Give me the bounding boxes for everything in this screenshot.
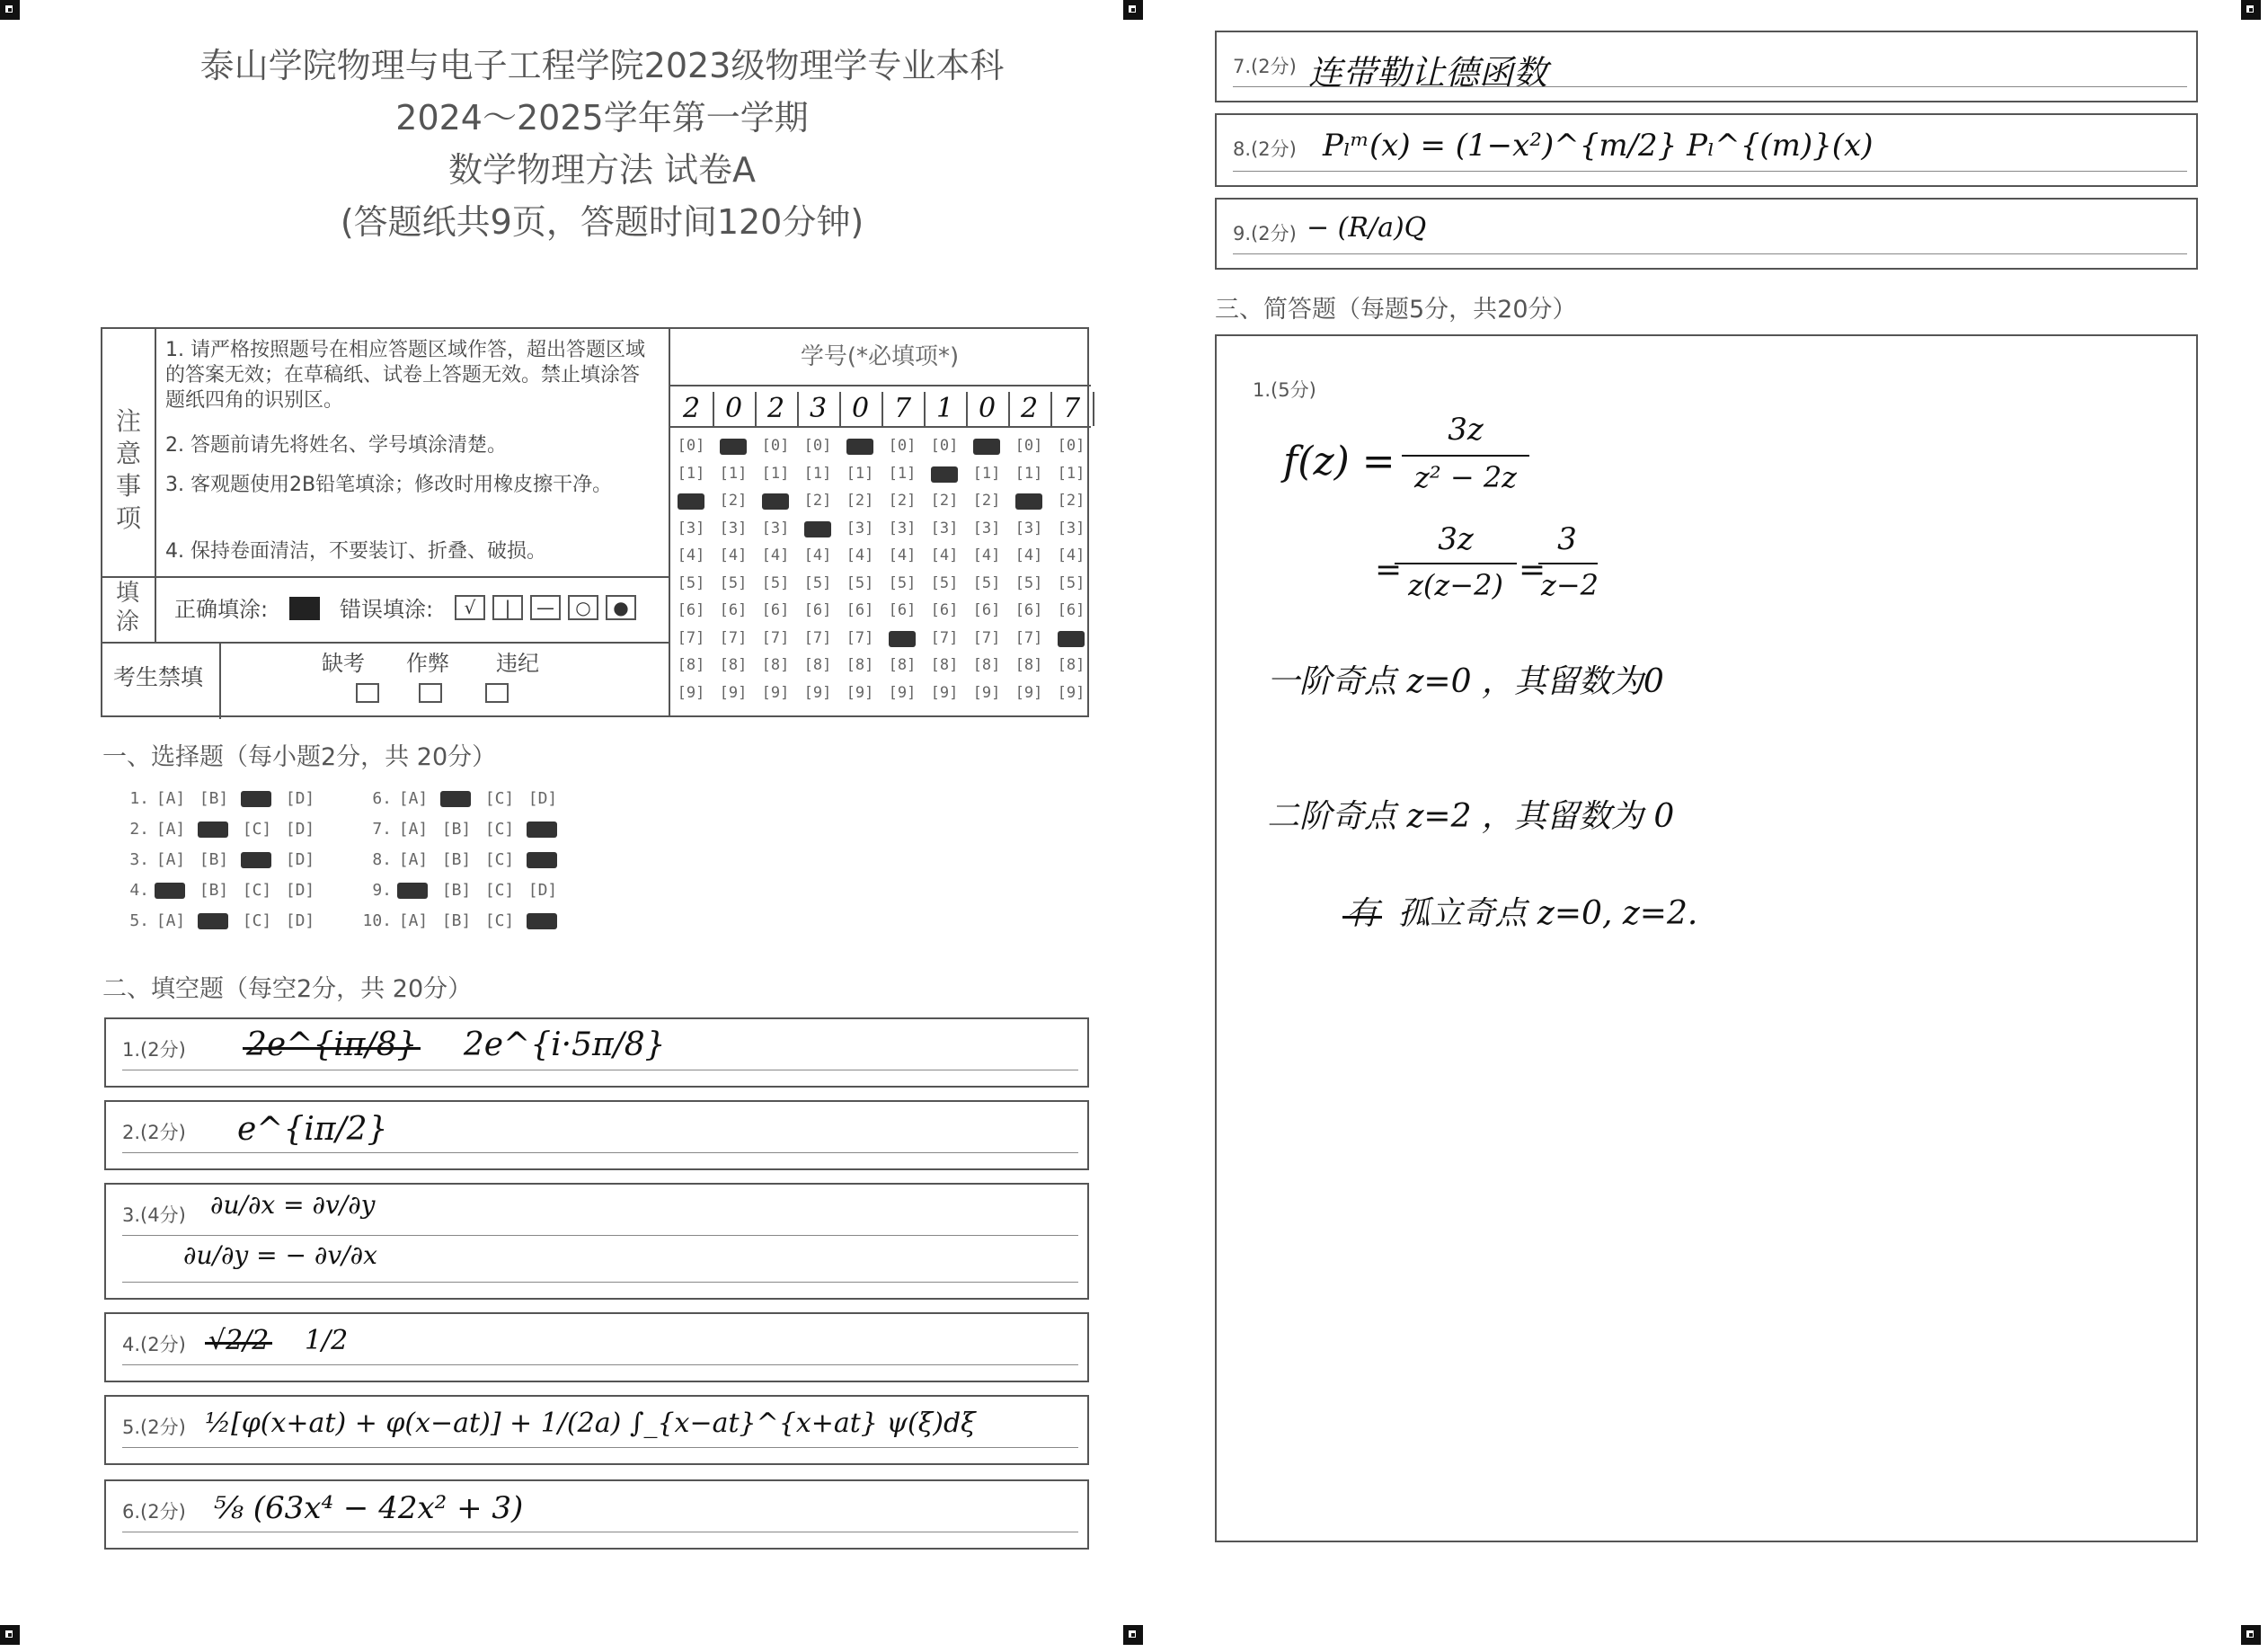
student-id-bubble[interactable]: [6] (803, 601, 832, 619)
student-id-bubble[interactable]: [5] (846, 573, 874, 592)
fill-answer-9-num: 9.(2分) (1233, 223, 1297, 244)
student-id-bubble[interactable]: [2] (930, 492, 959, 510)
student-id-bubble[interactable]: [4] (972, 546, 1001, 564)
header-term-line: 2024～2025学年第一学期 (395, 98, 809, 138)
mc-option-b[interactable]: [B] (441, 911, 472, 930)
sa-isolated-crossed: 有 (1346, 895, 1379, 932)
student-id-bubble[interactable]: [4] (930, 546, 959, 564)
student-id-bubble[interactable]: [1] (803, 464, 832, 483)
fill-answer-5-text: ½[φ(x+at) + φ(x−at)] + 1/(2a) ∫_{x−at}^{x+at} ψ(ξ)dξ (205, 1408, 976, 1439)
notice-rule-3: 3. 客观题使用2B铅笔填涂；修改时用橡皮擦干净。 (165, 474, 613, 496)
student-id-bubble[interactable]: [8] (719, 656, 748, 674)
short-answer-1-num: 1.(5分) (1253, 379, 1316, 401)
student-id-bubble[interactable]: [1] (972, 464, 1001, 483)
student-id-bubble[interactable]: [8] (1014, 656, 1043, 674)
student-id-bubble[interactable]: [0] (1057, 437, 1085, 455)
mc-option-c[interactable] (235, 850, 279, 869)
student-id-bubble[interactable]: [0] (677, 437, 705, 455)
student-id-bubble[interactable]: [3] (846, 519, 874, 537)
fill-answer-2 (104, 1100, 1089, 1170)
student-id-digit: 0 (966, 392, 1010, 426)
student-id-bubble[interactable]: [9] (888, 683, 917, 702)
student-id-digit: 3 (797, 392, 841, 426)
student-id-bubble[interactable]: [5] (719, 573, 748, 592)
student-id-bubble[interactable] (1008, 492, 1050, 510)
mc-option-c[interactable]: [C] (484, 850, 515, 869)
notice-box (101, 327, 1089, 717)
mc-option-c[interactable]: [C] (484, 820, 515, 839)
student-id-bubble[interactable]: [9] (761, 683, 790, 702)
fill-answer-4 (104, 1312, 1089, 1382)
fill-answer-9-text: − (R/a)Q (1307, 212, 1427, 244)
fill-answer-2-num: 2.(2分) (122, 1122, 186, 1143)
fill-answer-3-num: 3.(4分) (122, 1204, 186, 1226)
section2-heading: 二、填空题（每空2分，共 20分） (102, 975, 473, 1003)
fill-answer-8 (1215, 113, 2198, 187)
student-id-bubble[interactable] (839, 437, 881, 455)
student-id-bubble[interactable]: [3] (972, 519, 1001, 537)
student-id-bubble[interactable]: [4] (1014, 546, 1043, 564)
mc-question (117, 911, 322, 930)
mc-question (359, 881, 564, 900)
sa-f-label: f(z) = (1283, 439, 1395, 484)
header-course-line: 数学物理方法 试卷A (447, 150, 757, 190)
student-id-bubble[interactable] (966, 437, 1007, 455)
student-id-bubble[interactable]: [6] (972, 601, 1001, 619)
mc-option-a[interactable]: [A] (155, 850, 186, 869)
student-id-bubble[interactable]: [0] (930, 437, 959, 455)
student-id-bubble[interactable]: [3] (1014, 519, 1043, 537)
student-id-bubble[interactable]: [3] (888, 519, 917, 537)
student-id-bubble[interactable]: [8] (803, 656, 832, 674)
mc-option-b[interactable]: [B] (441, 850, 472, 869)
student-id-bubble[interactable]: [8] (846, 656, 874, 674)
student-id-digit: 2 (755, 392, 799, 426)
sa-frac1-den: z² − 2z (1413, 460, 1518, 494)
student-id-bubble[interactable]: [7] (803, 628, 832, 647)
violation-label: 违纪 (496, 651, 539, 676)
exam-forbidden-label: 考生禁填 (113, 664, 204, 690)
student-id-bubble[interactable]: [8] (677, 656, 705, 674)
sa-frac2-num: 3z (1438, 521, 1474, 557)
mc-option-a[interactable]: [A] (398, 911, 429, 930)
fill-answer-1-text: 2e^{i·5π/8} (463, 1026, 666, 1063)
correct-fill-label: 正确填涂: (174, 597, 269, 622)
absent-label: 缺考 (322, 651, 365, 676)
student-id-bubble[interactable]: [8] (1057, 656, 1085, 674)
mc-option-b[interactable] (435, 789, 478, 808)
student-id-bubble[interactable]: [1] (1014, 464, 1043, 483)
sa-isolated: 孤立奇点 z=0, z=2. (1397, 895, 1698, 932)
sa-frac2-bar (1395, 563, 1517, 564)
absent-checkbox[interactable] (356, 683, 379, 703)
student-id-bubble[interactable]: [2] (846, 492, 874, 510)
student-id-bubble[interactable]: [9] (846, 683, 874, 702)
student-id-bubble[interactable]: [9] (972, 683, 1001, 702)
notice-rule-2: 2. 答题前请先将姓名、学号填涂清楚。 (165, 434, 507, 457)
student-id-bubble[interactable]: [6] (1014, 601, 1043, 619)
registration-mark-bottom-left (0, 1625, 20, 1645)
student-id-bubble[interactable]: [5] (803, 573, 832, 592)
student-id-bubble[interactable]: [8] (930, 656, 959, 674)
mc-option-a[interactable]: [A] (398, 820, 429, 839)
mc-option-b[interactable]: [B] (199, 850, 229, 869)
mc-option-a[interactable] (392, 881, 435, 900)
mc-option-d[interactable]: [D] (527, 789, 558, 808)
student-id-bubble[interactable] (924, 465, 965, 483)
student-id-bubble[interactable]: [2] (888, 492, 917, 510)
student-id-bubble[interactable]: [6] (677, 601, 705, 619)
mc-question (117, 789, 322, 808)
fill-answer-3 (104, 1183, 1089, 1300)
student-id-bubble[interactable]: [5] (930, 573, 959, 592)
student-id-bubble[interactable]: [1] (677, 464, 705, 483)
student-id-bubble[interactable] (713, 437, 754, 455)
wrong-fill-label: 错误填涂: (340, 597, 434, 622)
fill-answer-6 (104, 1479, 1089, 1550)
student-id-bubble[interactable]: [4] (803, 546, 832, 564)
student-id-bubble[interactable]: [6] (846, 601, 874, 619)
mc-question-number: 7. (372, 820, 392, 839)
fill-answer-7-text: 连带勒让德函数 (1308, 53, 1548, 93)
mc-option-b[interactable]: [B] (199, 881, 229, 900)
fill-answer-4-text: 1/2 (304, 1325, 349, 1356)
student-id-bubble[interactable]: [6] (1057, 601, 1085, 619)
student-id-bubble[interactable]: [5] (888, 573, 917, 592)
student-id-bubble[interactable]: [8] (888, 656, 917, 674)
student-id-bubble[interactable]: [9] (1014, 683, 1043, 702)
header-school-line: 泰山学院物理与电子工程学院2023级物理学专业本科 (199, 46, 1005, 85)
student-id-digit: 2 (670, 392, 714, 426)
student-id-bubble[interactable]: [1] (888, 464, 917, 483)
student-id-bubble[interactable]: [3] (1057, 519, 1085, 537)
fill-answer-3-line2: ∂u/∂y = − ∂v/∂x (183, 1240, 377, 1270)
section3-heading: 三、简答题（每题5分，共20分） (1215, 296, 1577, 324)
mc-option-d[interactable]: [D] (285, 820, 315, 839)
student-id-bubble[interactable]: [7] (846, 628, 874, 647)
mc-option-c[interactable]: [C] (484, 789, 515, 808)
student-id-digit: 7 (1050, 392, 1094, 426)
student-id-digit: 2 (1008, 392, 1052, 426)
registration-mark-bottom-right (2241, 1625, 2261, 1645)
student-id-bubble[interactable] (882, 629, 923, 647)
mc-question-number: 10. (362, 911, 392, 930)
student-id-bubble[interactable]: [3] (719, 519, 748, 537)
student-id-bubble[interactable]: [8] (761, 656, 790, 674)
student-id-bubble[interactable]: [7] (930, 628, 959, 647)
fill-answer-8-num: 8.(2分) (1233, 138, 1297, 160)
student-id-bubble[interactable]: [9] (930, 683, 959, 702)
mc-option-a[interactable]: [A] (155, 820, 186, 839)
mc-option-a[interactable]: [A] (398, 789, 429, 808)
mc-question-number: 1. (129, 789, 149, 808)
mc-option-b[interactable]: [B] (441, 820, 472, 839)
student-id-bubble[interactable]: [6] (930, 601, 959, 619)
mc-question (359, 789, 564, 808)
student-id-bubble[interactable]: [7] (1014, 628, 1043, 647)
fill-answer-2-text: e^{iπ/2} (237, 1111, 388, 1148)
student-id-bubble[interactable]: [5] (677, 573, 705, 592)
mc-question (117, 881, 322, 900)
student-id-bubble[interactable]: [8] (972, 656, 1001, 674)
fill-answer-9 (1215, 198, 2198, 270)
fill-label: 填涂 (115, 580, 139, 635)
mc-question-number: 8. (372, 850, 392, 869)
student-id-bubble[interactable]: [7] (972, 628, 1001, 647)
student-id-title: 学号(*必填项*) (800, 343, 960, 370)
mc-question-number: 4. (129, 881, 149, 900)
mc-option-a[interactable] (149, 881, 192, 900)
mc-question-number: 5. (129, 911, 149, 930)
correct-fill-sample (289, 597, 320, 620)
fill-answer-4-crossed: √2/2 (208, 1325, 270, 1356)
fill-answer-6-text: ⅝ (63x⁴ − 42x² + 3) (214, 1490, 524, 1526)
student-id-bubble[interactable]: [9] (803, 683, 832, 702)
student-id-bubble[interactable]: [1] (846, 464, 874, 483)
notice-label: 注意事项 (115, 406, 141, 533)
mc-option-a[interactable]: [A] (155, 789, 186, 808)
violation-checkbox[interactable] (485, 683, 509, 703)
mc-question (359, 911, 564, 930)
sa-frac1-num: 3z (1448, 412, 1484, 448)
cheating-label: 作弊 (406, 651, 449, 676)
student-id-bubble[interactable]: [9] (677, 683, 705, 702)
mc-question-number: 3. (129, 850, 149, 869)
registration-mark-top-left (0, 0, 20, 20)
mc-question-number: 6. (372, 789, 392, 808)
mc-option-b[interactable]: [B] (199, 789, 229, 808)
wrong-mark-dot: ● (606, 595, 636, 620)
student-id-bubble[interactable]: [1] (719, 464, 748, 483)
student-id-bubble[interactable] (1050, 629, 1092, 647)
student-id-bubble[interactable]: [3] (761, 519, 790, 537)
student-id-bubble[interactable]: [4] (719, 546, 748, 564)
student-id-bubble[interactable]: [9] (1057, 683, 1085, 702)
student-id-bubble[interactable]: [4] (761, 546, 790, 564)
student-id-bubble[interactable]: [4] (677, 546, 705, 564)
mc-question (117, 850, 322, 869)
mc-question-number: 9. (372, 881, 392, 900)
mc-question (359, 820, 564, 839)
mc-option-d[interactable]: [D] (285, 911, 315, 930)
notice-rule-1: 1. 请严格按照题号在相应答题区域作答，超出答题区域的答案无效；在草稿纸、试卷上答题无效。禁止填涂答题纸四角的识别区。 (165, 339, 645, 412)
fill-answer-1-crossed: 2e^{iπ/8} (246, 1026, 418, 1063)
mc-option-a[interactable]: [A] (155, 911, 186, 930)
student-id-bubble[interactable] (755, 492, 796, 510)
mc-option-d[interactable] (521, 911, 564, 930)
student-id-bubble[interactable]: [3] (930, 519, 959, 537)
student-id-bubble[interactable]: [5] (1014, 573, 1043, 592)
student-id-bubble[interactable] (670, 492, 712, 510)
student-id-digit: 1 (924, 392, 968, 426)
student-id-bubble[interactable]: [0] (761, 437, 790, 455)
mc-question (117, 820, 322, 839)
sa-eq-2: = (1519, 552, 1546, 589)
sa-frac3-bar (1538, 563, 1598, 564)
mc-option-c[interactable]: [C] (242, 881, 272, 900)
fill-answer-1-num: 1.(2分) (122, 1039, 186, 1061)
header-info-line: (答题纸共9页，答题时间120分钟) (340, 202, 864, 242)
fill-answer-8-text: Pₗᵐ(x) = (1−x²)^{m/2} Pₗ^{(m)}(x) (1323, 128, 1874, 164)
student-id-bubble[interactable]: [1] (1057, 464, 1085, 483)
student-id-digit: 0 (839, 392, 883, 426)
sa-frac3-num: 3 (1557, 521, 1577, 557)
fill-answer-3-line1: ∂u/∂x = ∂v/∂y (210, 1190, 376, 1220)
wrong-mark-check: √ (455, 595, 485, 620)
student-id-bubble[interactable]: [0] (1014, 437, 1043, 455)
wrong-mark-dash: — (530, 595, 561, 620)
fill-answer-5-num: 5.(2分) (122, 1417, 186, 1438)
mc-question-number: 2. (129, 820, 149, 839)
student-id-bubble[interactable]: [2] (972, 492, 1001, 510)
student-id-bubble[interactable]: [5] (1057, 573, 1085, 592)
mc-option-d[interactable]: [D] (285, 850, 315, 869)
student-id-bubble[interactable]: [6] (761, 601, 790, 619)
student-id-bubble[interactable]: [4] (1057, 546, 1085, 564)
fill-answer-4-num: 4.(2分) (122, 1334, 186, 1355)
fill-answer-7-num: 7.(2分) (1233, 56, 1297, 77)
fill-answer-1 (104, 1017, 1089, 1088)
fill-answer-7 (1215, 31, 2198, 102)
student-id-bubble[interactable]: [2] (1057, 492, 1085, 510)
sa-frac3-den: z−2 (1540, 568, 1599, 602)
mc-option-d[interactable]: [D] (285, 881, 315, 900)
student-id-bubble[interactable]: [4] (888, 546, 917, 564)
student-id-bubble[interactable]: [6] (719, 601, 748, 619)
mc-option-d[interactable]: [D] (285, 789, 315, 808)
mc-option-d[interactable] (521, 820, 564, 839)
mc-option-a[interactable]: [A] (398, 850, 429, 869)
registration-mark-top-center (1123, 0, 1143, 20)
wrong-mark-bar: | (492, 595, 523, 620)
registration-mark-bottom-center (1123, 1625, 1143, 1645)
sa-frac1-bar (1402, 455, 1529, 457)
mc-option-c[interactable]: [C] (484, 911, 515, 930)
section1-heading: 一、选择题（每小题2分，共 20分） (102, 743, 497, 771)
student-id-bubble[interactable]: [0] (888, 437, 917, 455)
sa-eq-1: = (1375, 552, 1403, 589)
student-id-bubble[interactable] (797, 520, 838, 537)
mc-question (359, 850, 564, 869)
mc-option-d[interactable] (521, 850, 564, 869)
sa-pole-2: 二阶奇点 z=2 ，其留数为 0 (1267, 798, 1675, 835)
notice-rule-4: 4. 保持卷面清洁，不要装订、折叠、破损。 (165, 540, 546, 563)
mc-option-c[interactable]: [C] (484, 881, 515, 900)
fill-answer-5 (104, 1395, 1089, 1465)
sa-pole-1: 一阶奇点 z=0 ，其留数为0 (1267, 663, 1664, 700)
wrong-mark-circle: ○ (568, 595, 598, 620)
sa-frac2-den: z(z−2) (1408, 568, 1503, 602)
student-id-bubble[interactable]: [2] (803, 492, 832, 510)
student-id-bubble[interactable]: [5] (972, 573, 1001, 592)
mc-option-b[interactable] (192, 820, 235, 839)
student-id-bubble[interactable]: [7] (761, 628, 790, 647)
mc-option-c[interactable]: [C] (242, 911, 272, 930)
short-answer-box (1215, 334, 2198, 1542)
fill-answer-6-num: 6.(2分) (122, 1501, 186, 1523)
student-id-bubble[interactable]: [7] (677, 628, 705, 647)
student-id-bubble[interactable]: [7] (719, 628, 748, 647)
student-id-bubble[interactable]: [1] (761, 464, 790, 483)
mc-option-d[interactable]: [D] (527, 881, 558, 900)
mc-option-b[interactable]: [B] (441, 881, 472, 900)
student-id-bubble[interactable]: [6] (888, 601, 917, 619)
mc-option-c[interactable]: [C] (242, 820, 272, 839)
student-id-bubble[interactable]: [9] (719, 683, 748, 702)
student-id-bubble[interactable]: [0] (803, 437, 832, 455)
student-id-bubble[interactable]: [3] (677, 519, 705, 537)
mc-option-c[interactable] (235, 789, 279, 808)
student-id-bubble[interactable]: [2] (719, 492, 748, 510)
student-id-bubble[interactable]: [5] (761, 573, 790, 592)
registration-mark-top-right (2241, 0, 2261, 20)
cheating-checkbox[interactable] (419, 683, 442, 703)
mc-option-b[interactable] (192, 911, 235, 930)
student-id-bubble[interactable]: [4] (846, 546, 874, 564)
student-id-digit: 0 (713, 392, 757, 426)
student-id-digit: 7 (882, 392, 926, 426)
